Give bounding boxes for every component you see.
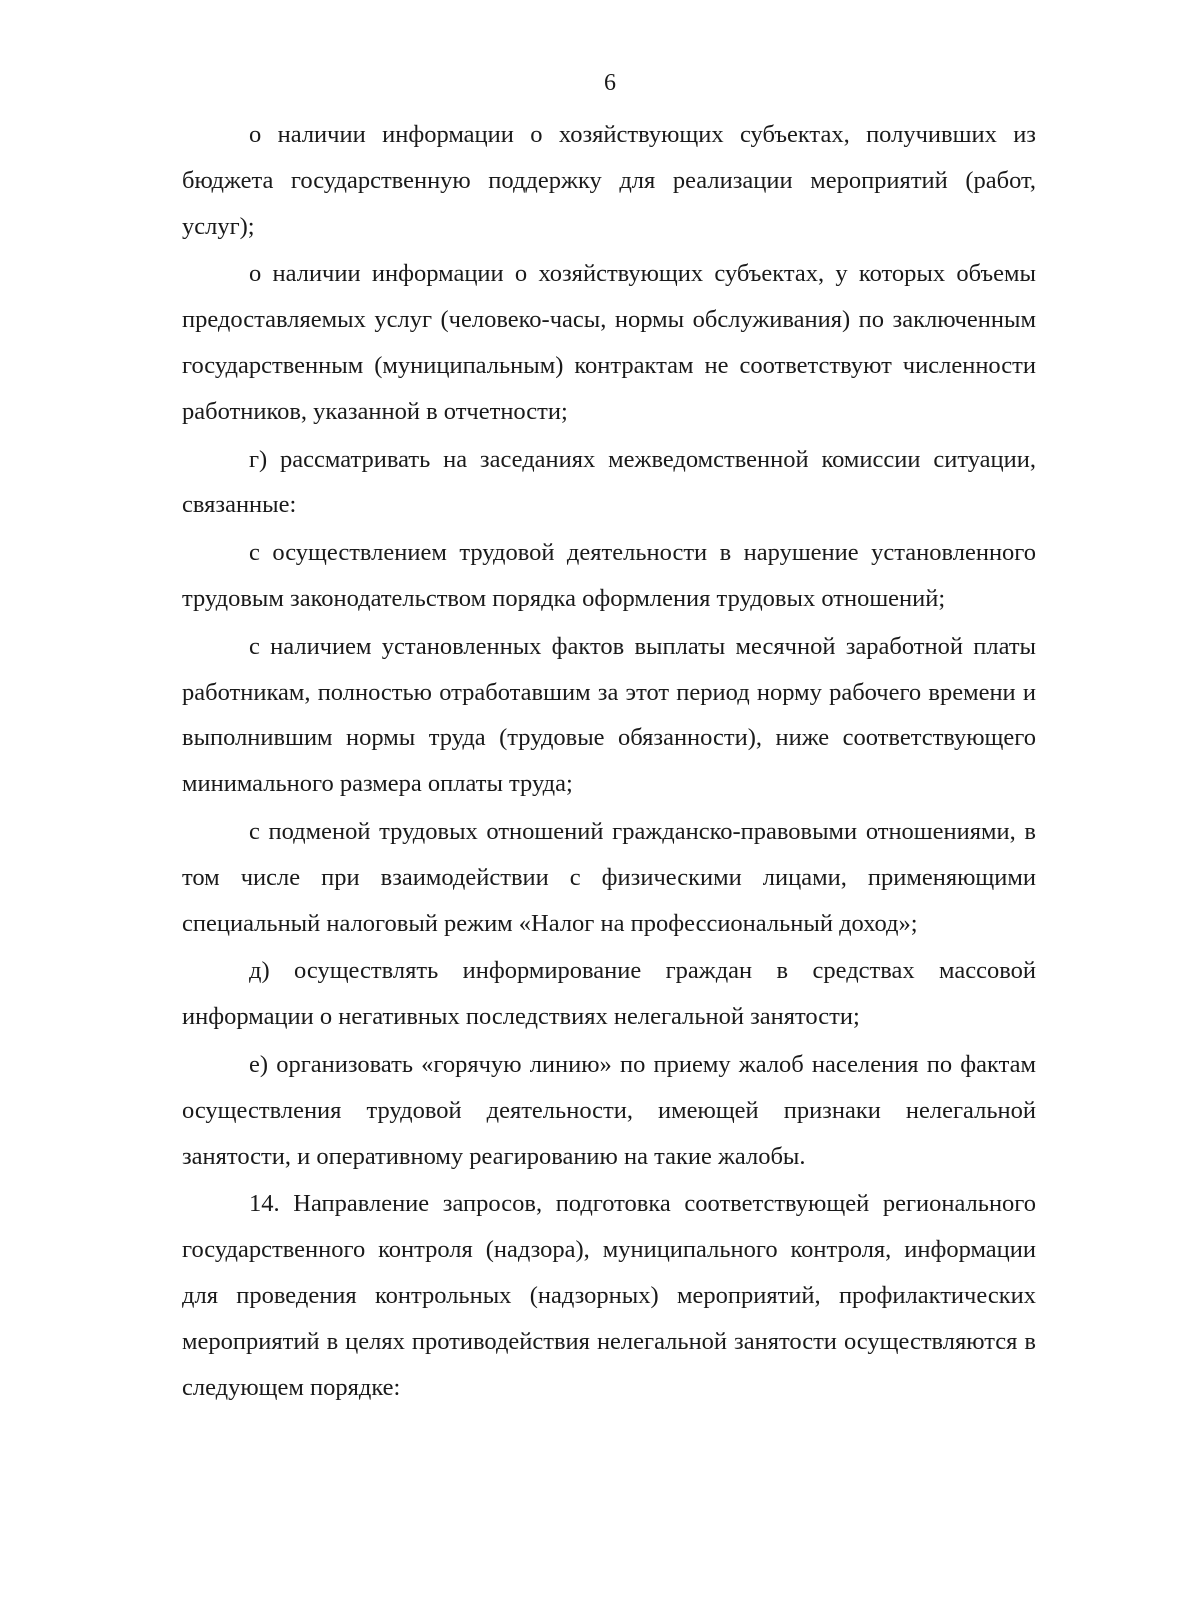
paragraph-civil-contracts: с подменой трудовых отношений гражданско-правовыми отношениями, в том числе при взаимодействии с физическими лицами, применяющими специальный налоговый режим «Налог на профессиональный доход»; [182, 817, 1036, 937]
paragraph-labor-violations: с осуществлением трудовой деятельности в нарушение установленного трудовым законодательством порядка оформления трудовых отношений; [182, 539, 1036, 612]
paragraph-item-e: е) организовать «горячую линию» по приему жалоб населения по фактам осуществления трудовой деятельности, имеющей признаки нелегальной занятости, и оперативному реагированию на такие жалобы. [182, 1050, 1036, 1170]
page-number: 6 [604, 70, 616, 96]
paragraph-item-g: г) рассматривать на заседаниях межведомственной комиссии ситуации, связанные: [182, 445, 1036, 519]
document-body [182, 112, 1036, 1412]
paragraph-subsidy-info: о наличии информации о хозяйствующих субъектах, получивших из бюджета государственную поддержку для реализации мероприятий (работ, услуг); [182, 121, 1036, 240]
paragraph-wage-below-minimum: с наличием установленных фактов выплаты месячной заработной платы работникам, полностью отработавшим за этот период норму рабочего времени и выполнившим нормы труда (трудовые обязанности), ниже соответствующего минимального размера оплаты труда; [182, 632, 1036, 798]
paragraph-service-volumes: о наличии информации о хозяйствующих субъектах, у которых объемы предоставляемых услуг (человеко-часы, нормы обслуживания) по заключенным государственным (муниципальным) контрактам не соответствуют численности работников, указанной в отчетности; [182, 260, 1036, 425]
paragraph-section-14: 14. Направление запросов, подготовка соответствующей регионального государственного контроля (надзора), муниципального контроля, информации для проведения контрольных (надзорных) мероприятий, профилактических мероприятий в целях противодействия нелегальной занятости осуществляются в следующем порядке: [182, 1190, 1036, 1401]
paragraph-item-d: д) осуществлять информирование граждан в средствах массовой информации о негативных последствиях нелегальной занятости; [182, 957, 1036, 1031]
